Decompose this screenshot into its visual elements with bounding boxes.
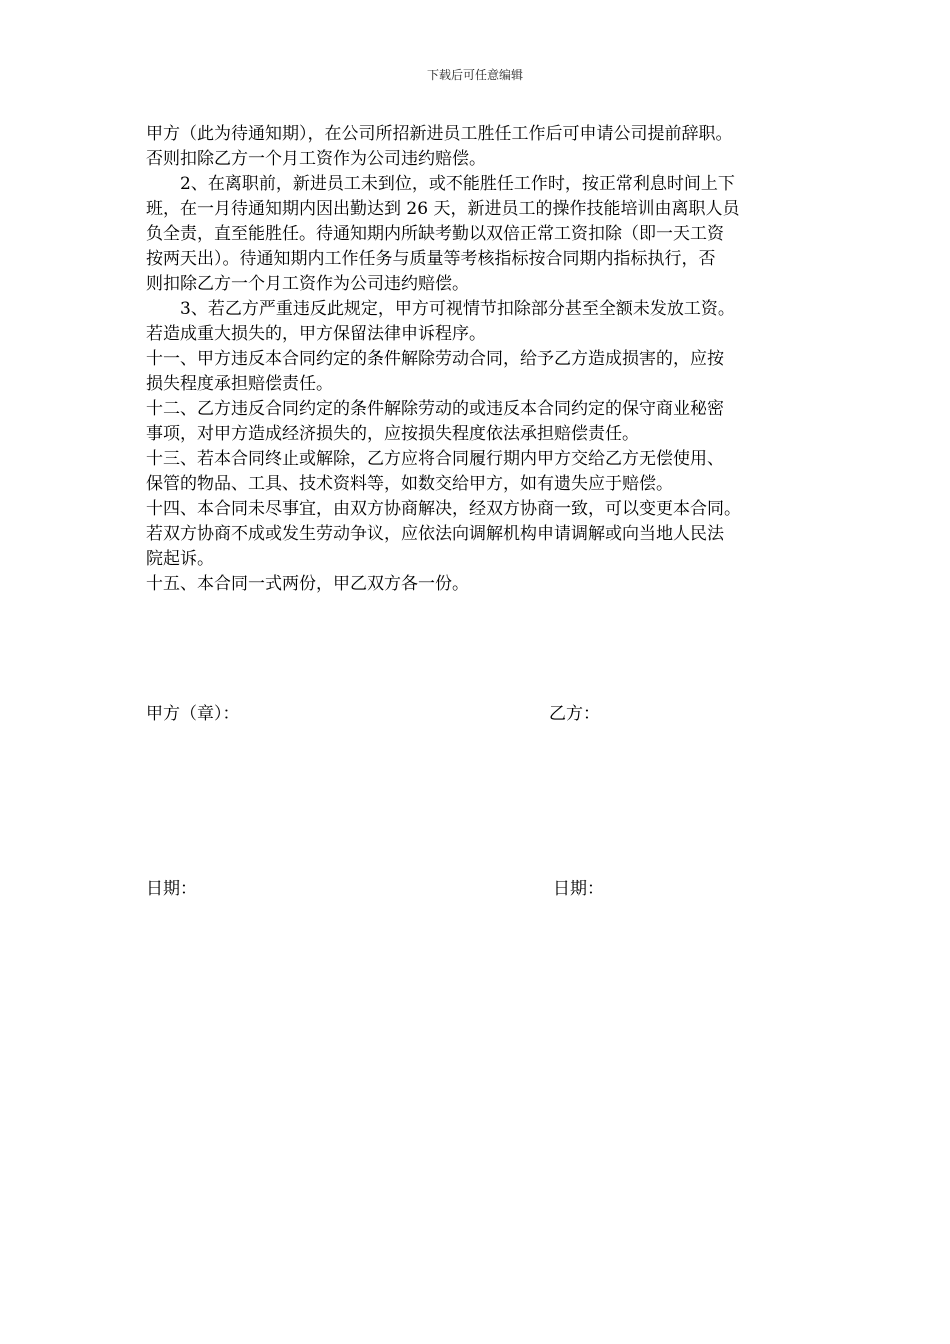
- party-a-signature-label: 甲方（章）：: [146, 704, 240, 724]
- text-line: 院起诉。: [146, 549, 214, 569]
- text-line: 甲方（此为待通知期），在公司所招新进员工胜任工作后可申请公司提前辞职。: [146, 124, 733, 144]
- contract-body: [146, 122, 818, 597]
- text-line: 若造成重大损失的，甲方保留法律申诉程序。: [146, 324, 486, 344]
- text-line: 事项，对甲方造成经济损失的，应按损失程度依法承担赔偿责任。: [146, 424, 639, 444]
- text-line: 负全责，直至能胜任。待通知期内所缺考勤以双倍正常工资扣除（即一天工资: [146, 224, 724, 244]
- text-line: 2、在离职前，新进员工未到位，或不能胜任工作时，按正常利息时间上下: [146, 174, 735, 194]
- party-b-date-label: 日期：: [553, 879, 604, 899]
- text-line: 保管的物品、工具、技术资料等，如数交给甲方，如有遗失应于赔偿。: [146, 474, 673, 494]
- text-line: 十五、本合同一式两份，甲乙双方各一份。: [146, 574, 469, 594]
- text-line: 若双方协商不成或发生劳动争议，应依法向调解机构申请调解或向当地人民法: [146, 524, 724, 544]
- text-line: 损失程度承担赔偿责任。: [146, 374, 333, 394]
- text-line: 否则扣除乙方一个月工资作为公司违约赔偿。: [146, 149, 486, 169]
- text-line: 则扣除乙方一个月工资作为公司违约赔偿。: [146, 274, 469, 294]
- party-b-signature-label: 乙方：: [549, 704, 600, 724]
- text-line: 班，在一月待通知期内因出勤达到 26 天，新进员工的操作技能培训由离职人员: [146, 199, 740, 219]
- text-line: 按两天出）。待通知期内工作任务与质量等考核指标按合同期内指标执行，否: [146, 249, 716, 269]
- text-line: 十一、甲方违反本合同约定的条件解除劳动合同，给予乙方造成损害的，应按: [146, 349, 724, 369]
- text-line: 3、若乙方严重违反此规定，甲方可视情节扣除部分甚至全额未发放工资。: [146, 299, 735, 319]
- text-line: 十三、若本合同终止或解除，乙方应将合同履行期内甲方交给乙方无偿使用、: [146, 449, 724, 469]
- text-line: 十二、乙方违反合同约定的条件解除劳动的或违反本合同约定的保守商业秘密: [146, 399, 724, 419]
- party-a-date-label: 日期：: [146, 879, 197, 899]
- header-note: 下载后可任意编辑: [426, 68, 523, 82]
- text-line: 十四、本合同未尽事宜，由双方协商解决，经双方协商一致，可以变更本合同。: [146, 499, 741, 519]
